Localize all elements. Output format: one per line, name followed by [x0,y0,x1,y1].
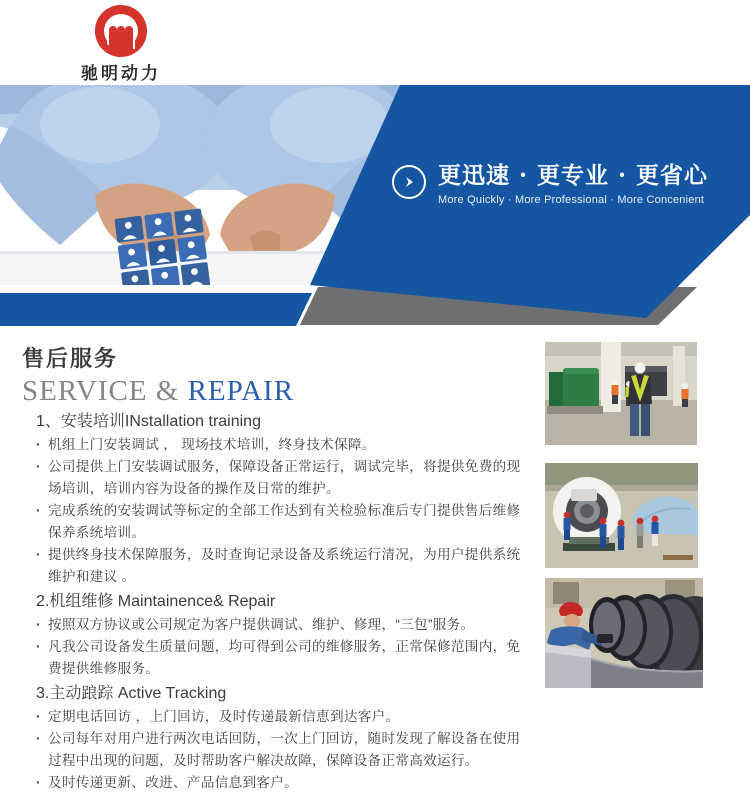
service-heading-installation: 1、安装培训INstallation training [36,413,261,430]
page-title: 售后服务 [22,346,119,371]
equipment-field-maintenance-photo [545,463,698,568]
banner-headline: 更迅速 · 更专业 · 更省心 [438,162,709,189]
main-content [0,336,750,794]
service-bullet: · 公司每年对用户进行两次电话回防，一次上门回访，随时发现了解设备在使用过程中出现的问题，及时帮助客户解决故障，保障设备正常高效运行。 [22,728,530,772]
company-logo [55,4,187,93]
service-heading-tracking: 3.主动踉踪 Active Tracking [36,685,227,702]
turbine-rotor-inspection-photo [545,578,703,688]
service-bullet: · 机组上门安装调试 ， 现场技术培训，终身技术保障。 [22,434,530,456]
cm-logo-icon [93,4,149,58]
service-list-installation [22,434,530,588]
hero-section [0,85,750,330]
page-header [0,0,750,85]
generator-installation-photo [545,342,697,445]
service-bullet: · 及时传递更新、改进、产品信息到客户。 [22,772,530,794]
service-heading-maintenance: 2.机组维修 Maintainence& Repair [36,593,276,610]
service-bullet: · 完成系统的安装调试等标定的全部工作达到有关检验标准后专门提供售后维修保养系统培训。 [22,500,530,544]
people-tiles [114,208,210,285]
page-title-en [22,375,530,408]
service-bullet: · 按照双方协议或公司规定为客户提供调试、维护、修理，“三包”服务。 [22,614,530,636]
arrow-icon [392,165,426,199]
banner-content [392,157,722,206]
service-text-column [22,342,530,794]
blue-strip [0,293,312,326]
service-bullet: · 凡我公司设备发生质量问题，均可得到公司的维修服务，正常保修范围内，免费提供维修服务。 [22,636,530,680]
page-title-en-gray: SERVICE & [22,375,180,407]
page-title-en-blue: REPAIR [187,375,295,407]
service-list-tracking [22,706,530,794]
service-bullet: · 定期电话回访 ，上门回访，及时传递最新信恵到达客户。 [22,706,530,728]
banner-subheadline: More Quickly · More Professional · More Concenient [438,194,705,206]
service-bullet: · 提供终身技术保障服务，及时查询记录设备及系统运行清况，为用户提供系统维护和建议 。 [22,544,530,588]
service-list-maintenance [22,614,530,680]
service-bullet: · 公司提供上门安装调试服务，保障设备正常运行，调试完毕，将提供免费的现场培训，培训内容为设备的操作及日常的维护。 [22,456,530,500]
company-name: 驰明动力 [81,64,161,83]
